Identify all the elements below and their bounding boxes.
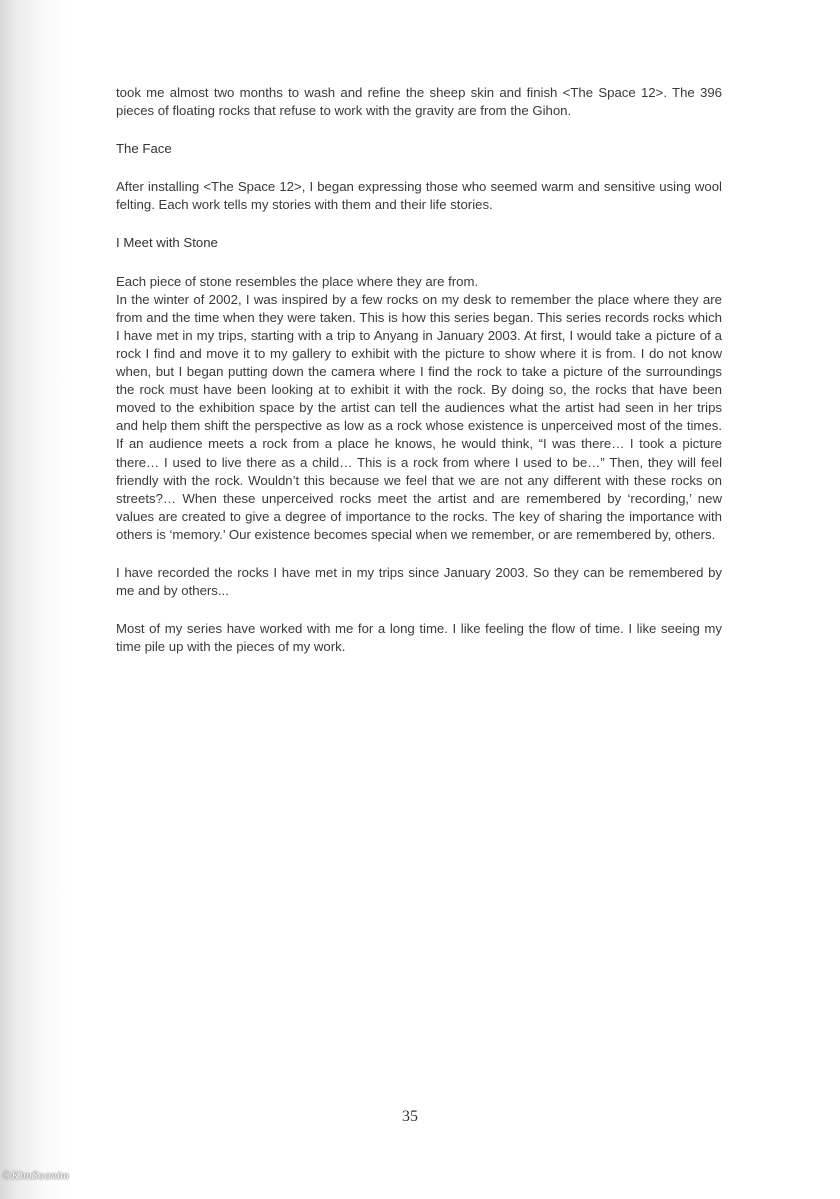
section-heading-stone: I Meet with Stone bbox=[116, 235, 218, 251]
page-number: 35 bbox=[402, 1108, 418, 1125]
recorded-paragraph: I have recorded the rocks I have met in my trips since January 2003. So they can be remembered by me and by others... bbox=[116, 564, 722, 599]
closing-paragraph: Most of my series have worked with me for a long time. I like feeling the flow of time. I like seeing my time pile up with the pieces of my work. bbox=[116, 621, 722, 655]
section-heading-face: The Face bbox=[116, 141, 172, 157]
stone-paragraph: Each piece of stone resembles the place where they are from. In the winter of 2002, I was inspired by a few rocks on my desk to remember the place where they are from and the time when they were taken. This is how this series began. This series records rocks which I have met in my trips, starting with a trip to Anyang in January 2003. At first, I would take a picture of a rock I find and move it to my gallery to exhibit with the picture to show where it is from. I do not know when, but I began putting down the camera where I find the rock to take a picture of the surroundings the rock must have been looking at to exhibit it with the rock. By doing so, the rocks that have been moved to the exhibition space by the artist can tell the audiences what the artist had seen in her trips and help them shift the perspective as low as a rock whose existence is unperceived most of the times. If an audience meets a rock from a place he knows, he would think, “I was there… I took a picture there… I used to live there as a child… This is a rock from where I used to be…” Then, they will feel friendly with the rock. Wouldn’t this because we feel that we are not any different with these rocks on streets?… When these unperceived rocks meet the artist and are remembered by ‘recording,’ new values are created to give a degree of importance to the rocks. The key of sharing the importance with others is ‘memory.’ Our existence becomes special when we remember, or are remembered by, others. bbox=[116, 273, 722, 542]
intro-paragraph: took me almost two months to wash and refine the sheep skin and finish <The Space 12>. The 396 pieces of floating rocks that refuse to work with the gravity are from the Gihon. bbox=[116, 85, 722, 119]
copyright-watermark: ©KimSoonim bbox=[2, 1168, 70, 1182]
body-text bbox=[116, 84, 722, 656]
face-paragraph: After installing <The Space 12>, I began expressing those who seemed warm and sensitive using wool felting. Each work tells my stories with them and their life stories. bbox=[116, 179, 722, 213]
